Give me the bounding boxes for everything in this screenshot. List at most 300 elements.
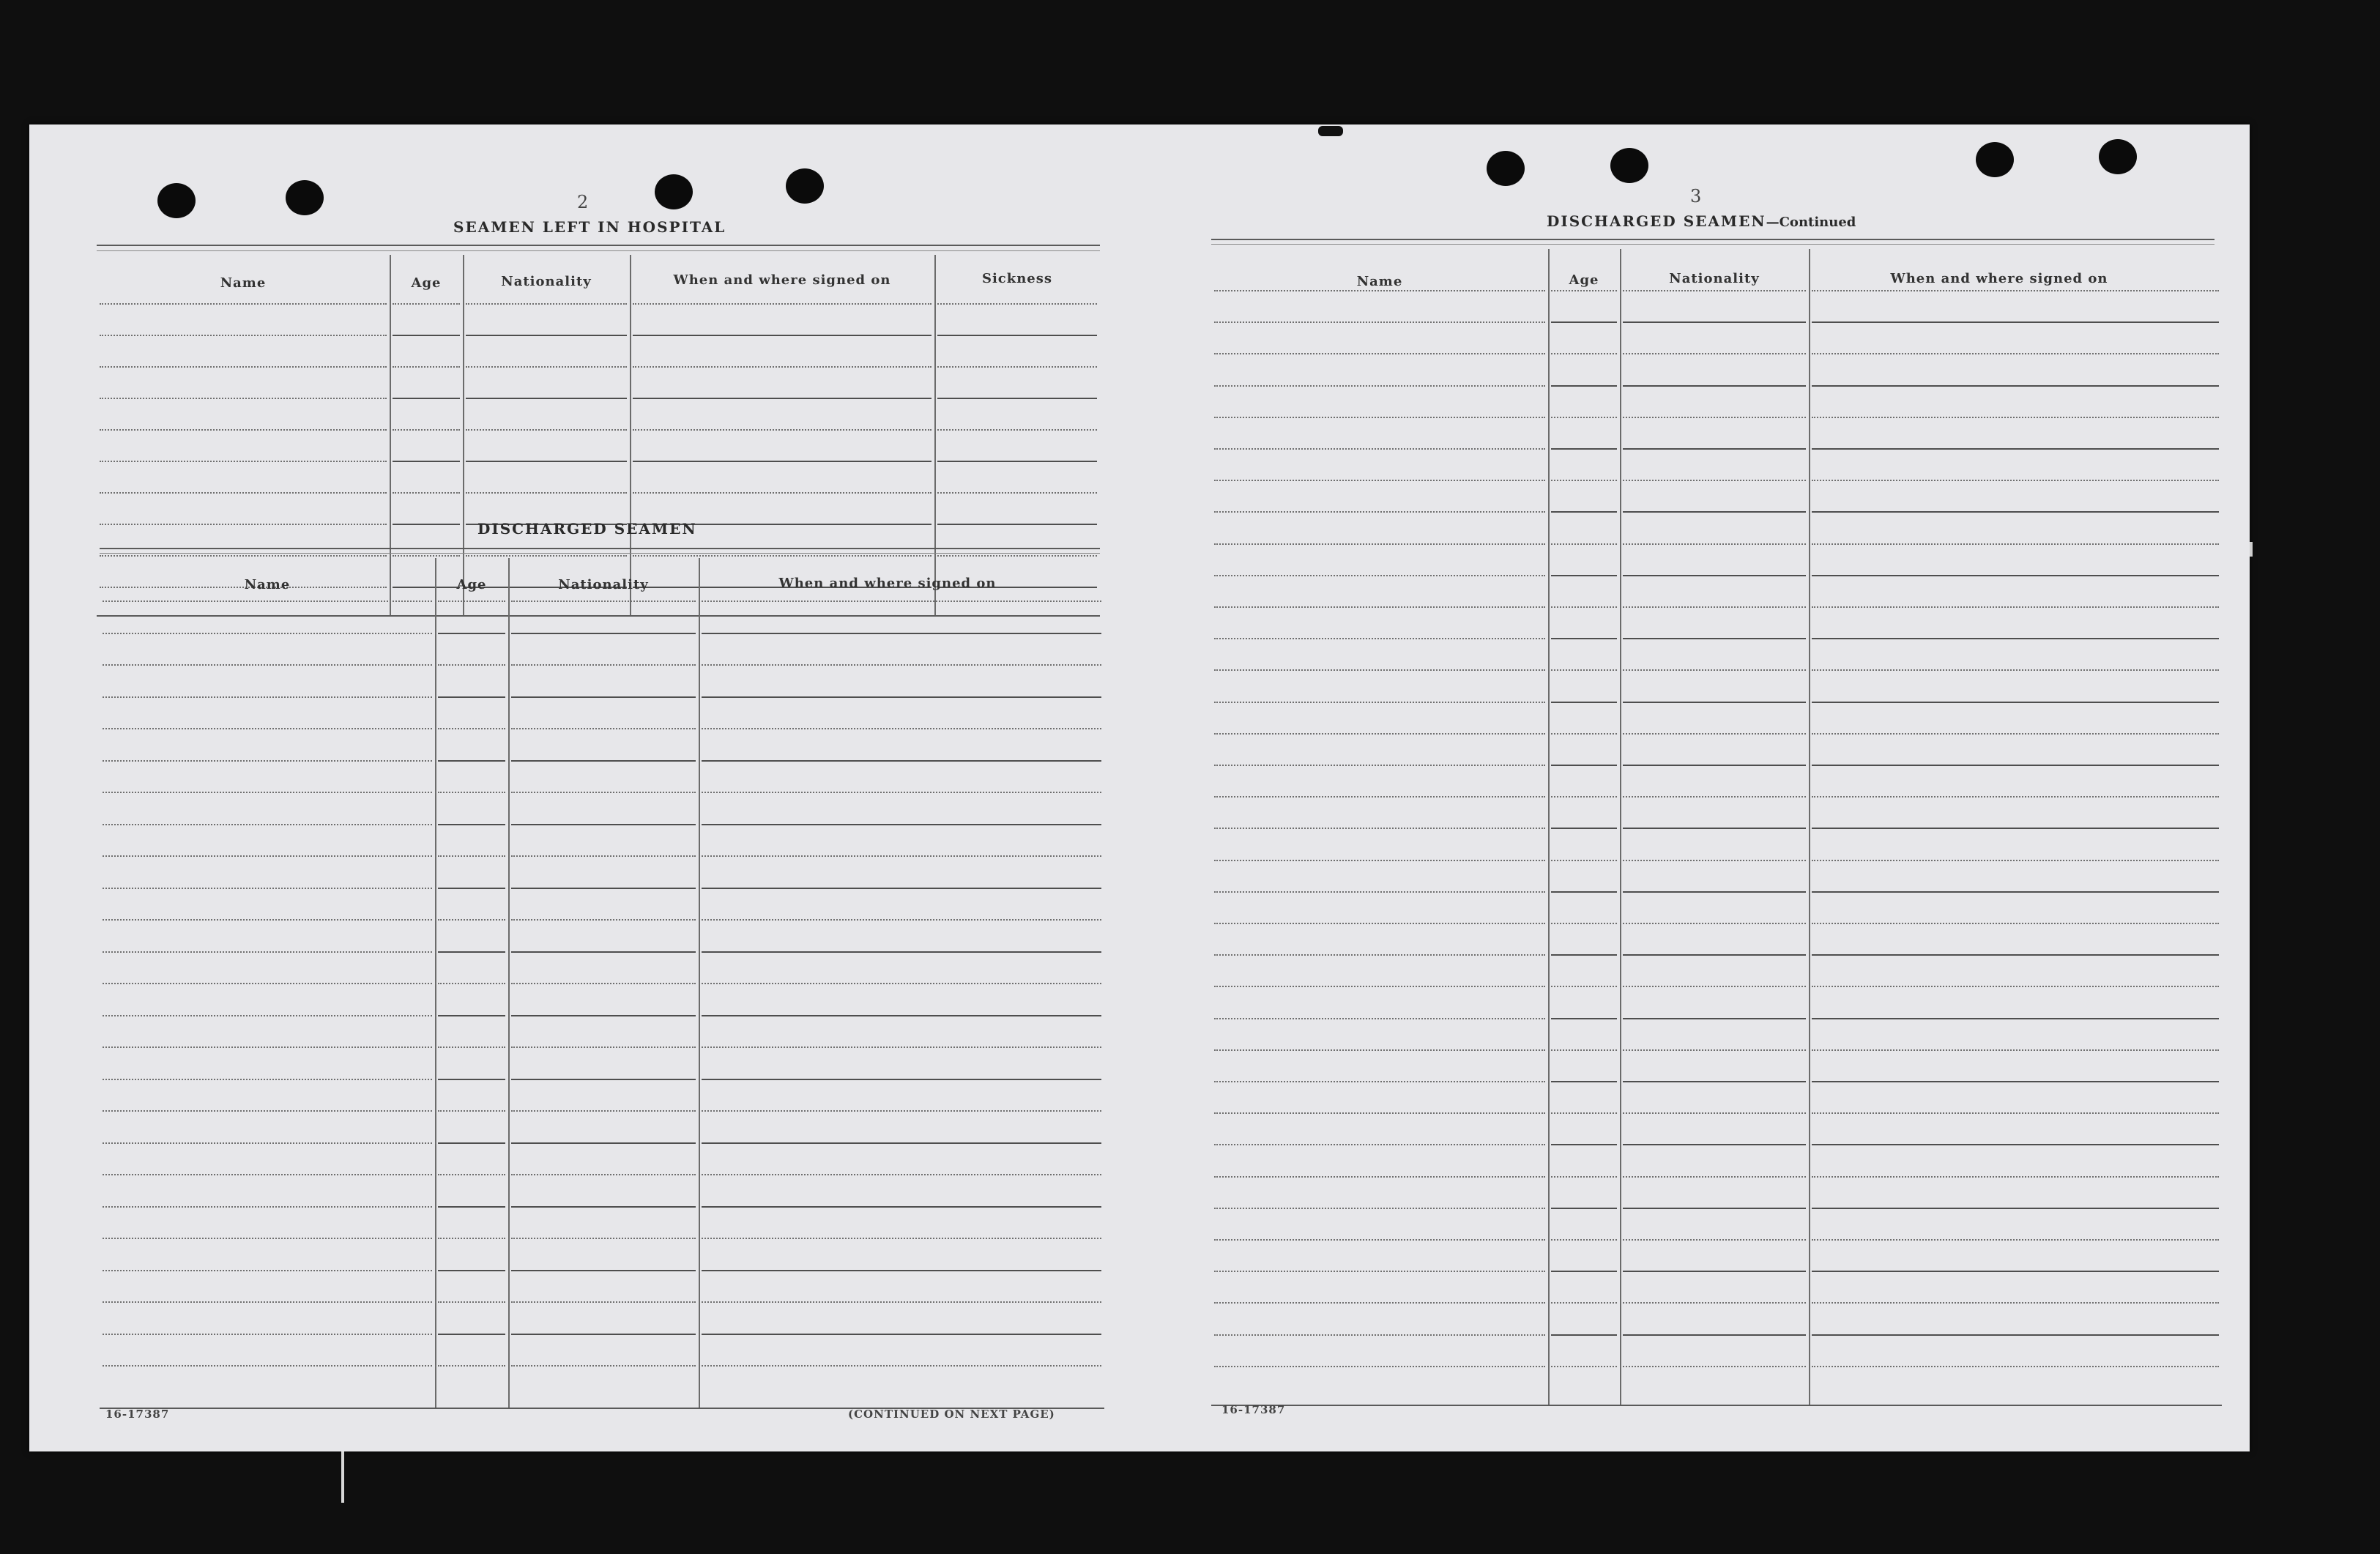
entry-line[interactable] xyxy=(702,1046,1101,1048)
entry-line[interactable] xyxy=(1214,765,1545,766)
entry-line[interactable] xyxy=(1551,828,1617,829)
entry-line[interactable] xyxy=(438,633,505,634)
entry-line[interactable] xyxy=(1551,1271,1617,1272)
entry-line[interactable] xyxy=(633,492,931,494)
entry-line[interactable] xyxy=(1812,891,2219,893)
entry-line[interactable] xyxy=(1214,923,1545,924)
section-title: SEAMEN LEFT IN HOSPITAL xyxy=(453,218,726,236)
entry-line[interactable] xyxy=(438,919,505,921)
entry-line[interactable] xyxy=(633,429,931,431)
entry-line[interactable] xyxy=(1551,1112,1617,1114)
entry-line[interactable] xyxy=(1214,1366,1545,1367)
entry-line[interactable] xyxy=(393,555,460,557)
entry-line[interactable] xyxy=(393,429,460,431)
entry-line[interactable] xyxy=(103,1206,432,1208)
entry-line[interactable] xyxy=(466,555,627,557)
entry-line[interactable] xyxy=(1214,321,1545,323)
entry-line[interactable] xyxy=(1551,702,1617,703)
entry-line[interactable] xyxy=(438,1015,505,1016)
entry-line[interactable] xyxy=(1214,385,1545,387)
entry-line[interactable] xyxy=(702,1238,1101,1239)
entry-line[interactable] xyxy=(1623,417,1806,418)
entry-line[interactable] xyxy=(393,303,460,305)
entry-line[interactable] xyxy=(438,792,505,793)
entry-line[interactable] xyxy=(393,524,460,525)
entry-line[interactable] xyxy=(1551,954,1617,956)
entry-line[interactable] xyxy=(633,461,931,462)
entry-line[interactable] xyxy=(1812,702,2219,703)
entry-line[interactable] xyxy=(1551,448,1617,450)
column-header: Nationality xyxy=(558,577,649,592)
entry-line[interactable] xyxy=(1214,1081,1545,1082)
entry-line[interactable] xyxy=(393,366,460,368)
entry-line[interactable] xyxy=(1812,448,2219,450)
entry-line[interactable] xyxy=(1214,1018,1545,1019)
entry-line[interactable] xyxy=(1812,417,2219,418)
entry-line[interactable] xyxy=(103,855,432,857)
entry-line[interactable] xyxy=(103,888,432,889)
entry-line[interactable] xyxy=(511,792,696,793)
entry-line[interactable] xyxy=(1623,480,1806,481)
entry-line[interactable] xyxy=(1812,1208,2219,1209)
entry-line[interactable] xyxy=(100,335,387,336)
entry-line[interactable] xyxy=(103,1110,432,1112)
entry-line[interactable] xyxy=(1551,385,1617,387)
entry-line[interactable] xyxy=(702,888,1101,889)
entry-line[interactable] xyxy=(100,366,387,368)
entry-line[interactable] xyxy=(1551,543,1617,545)
entry-line[interactable] xyxy=(1551,575,1617,576)
entry-line[interactable] xyxy=(1623,1334,1806,1336)
entry-line[interactable] xyxy=(1623,765,1806,766)
entry-line[interactable] xyxy=(1812,923,2219,924)
entry-line[interactable] xyxy=(1214,1112,1545,1114)
entry-line[interactable] xyxy=(1623,1018,1806,1019)
entry-line[interactable] xyxy=(466,303,627,305)
entry-line[interactable] xyxy=(511,1334,696,1335)
entry-line[interactable] xyxy=(438,1142,505,1144)
entry-line[interactable] xyxy=(100,303,387,305)
entry-line[interactable] xyxy=(438,1046,505,1048)
entry-line[interactable] xyxy=(1812,1081,2219,1082)
entry-line[interactable] xyxy=(937,303,1097,305)
entry-line[interactable] xyxy=(438,1270,505,1271)
entry-line[interactable] xyxy=(1551,353,1617,354)
entry-line[interactable] xyxy=(1623,1208,1806,1209)
entry-line[interactable] xyxy=(702,1334,1101,1335)
entry-line[interactable] xyxy=(466,461,627,462)
entry-line[interactable] xyxy=(511,1365,696,1367)
entry-line[interactable] xyxy=(1551,511,1617,513)
entry-line[interactable] xyxy=(1551,1366,1617,1367)
entry-line[interactable] xyxy=(1812,765,2219,766)
entry-line[interactable] xyxy=(103,760,432,762)
entry-line[interactable] xyxy=(1623,669,1806,671)
entry-line[interactable] xyxy=(1812,828,2219,829)
entry-line[interactable] xyxy=(1551,860,1617,861)
entry-line[interactable] xyxy=(937,335,1097,336)
entry-line[interactable] xyxy=(100,555,387,557)
entry-line[interactable] xyxy=(1623,1081,1806,1082)
entry-line[interactable] xyxy=(103,1301,432,1303)
entry-line[interactable] xyxy=(1812,733,2219,735)
entry-line[interactable] xyxy=(466,366,627,368)
punch-hole xyxy=(655,174,693,209)
entry-line[interactable] xyxy=(103,633,432,634)
entry-line[interactable] xyxy=(438,696,505,698)
entry-line[interactable] xyxy=(1214,1176,1545,1178)
entry-line[interactable] xyxy=(511,855,696,857)
section-title-suffix: —Continued xyxy=(1766,215,1856,230)
entry-line[interactable] xyxy=(1214,828,1545,829)
entry-line[interactable] xyxy=(1214,702,1545,703)
entry-line[interactable] xyxy=(633,398,931,399)
entry-line[interactable] xyxy=(1623,923,1806,924)
entry-line[interactable] xyxy=(1214,575,1545,576)
entry-line[interactable] xyxy=(1551,638,1617,639)
entry-line[interactable] xyxy=(393,492,460,494)
entry-line[interactable] xyxy=(1551,417,1617,418)
entry-line[interactable] xyxy=(438,1301,505,1303)
entry-line[interactable] xyxy=(1812,1366,2219,1367)
entry-line[interactable] xyxy=(1812,480,2219,481)
entry-line[interactable] xyxy=(1623,448,1806,450)
entry-line[interactable] xyxy=(1551,480,1617,481)
entry-line[interactable] xyxy=(103,1174,432,1175)
entry-line[interactable] xyxy=(1551,669,1617,671)
entry-line[interactable] xyxy=(1214,543,1545,545)
entry-line[interactable] xyxy=(1623,321,1806,323)
entry-line[interactable] xyxy=(1214,1302,1545,1304)
entry-line[interactable] xyxy=(393,398,460,399)
entry-line[interactable] xyxy=(633,555,931,557)
entry-line[interactable] xyxy=(1623,702,1806,703)
entry-line[interactable] xyxy=(1551,796,1617,798)
column-header: Age xyxy=(1569,272,1599,288)
entry-line[interactable] xyxy=(103,601,432,602)
entry-line[interactable] xyxy=(937,366,1097,368)
entry-line[interactable] xyxy=(511,696,696,698)
entry-line[interactable] xyxy=(1214,669,1545,671)
entry-line[interactable] xyxy=(1214,1049,1545,1051)
punch-hole xyxy=(286,180,324,215)
entry-line[interactable] xyxy=(1812,543,2219,545)
entry-line[interactable] xyxy=(702,633,1101,634)
entry-line[interactable] xyxy=(511,760,696,762)
entry-line[interactable] xyxy=(438,983,505,984)
entry-line[interactable] xyxy=(1623,385,1806,387)
entry-line[interactable] xyxy=(511,824,696,825)
entry-line[interactable] xyxy=(438,1174,505,1175)
entry-line[interactable] xyxy=(511,664,696,666)
entry-line[interactable] xyxy=(1623,796,1806,798)
entry-line[interactable] xyxy=(1812,1144,2219,1145)
entry-line[interactable] xyxy=(393,461,460,462)
entry-line[interactable] xyxy=(1214,954,1545,956)
entry-line[interactable] xyxy=(511,951,696,953)
entry-line[interactable] xyxy=(702,601,1101,602)
entry-line[interactable] xyxy=(1812,1049,2219,1051)
entry-line[interactable] xyxy=(1551,1208,1617,1209)
entry-line[interactable] xyxy=(100,461,387,462)
entry-line[interactable] xyxy=(1623,891,1806,893)
entry-line[interactable] xyxy=(103,792,432,793)
entry-line[interactable] xyxy=(1623,638,1806,639)
entry-line[interactable] xyxy=(1214,1208,1545,1209)
entry-line[interactable] xyxy=(702,728,1101,729)
entry-line[interactable] xyxy=(1214,1334,1545,1336)
entry-line[interactable] xyxy=(1551,891,1617,893)
entry-line[interactable] xyxy=(1812,796,2219,798)
entry-line[interactable] xyxy=(702,1110,1101,1112)
entry-line[interactable] xyxy=(1623,1271,1806,1272)
entry-line[interactable] xyxy=(438,664,505,666)
entry-line[interactable] xyxy=(1812,1334,2219,1336)
entry-line[interactable] xyxy=(702,1301,1101,1303)
entry-line[interactable] xyxy=(1812,1176,2219,1178)
entry-line[interactable] xyxy=(511,1046,696,1048)
entry-line[interactable] xyxy=(1812,575,2219,576)
entry-line[interactable] xyxy=(1551,1334,1617,1336)
entry-line[interactable] xyxy=(100,398,387,399)
entry-line[interactable] xyxy=(1551,765,1617,766)
entry-line[interactable] xyxy=(1214,1271,1545,1272)
entry-line[interactable] xyxy=(1812,1018,2219,1019)
entry-line[interactable] xyxy=(393,335,460,336)
entry-line[interactable] xyxy=(937,555,1097,557)
entry-line[interactable] xyxy=(438,1110,505,1112)
entry-line[interactable] xyxy=(1551,1144,1617,1145)
entry-line[interactable] xyxy=(1214,606,1545,608)
entry-line[interactable] xyxy=(1812,954,2219,956)
entry-line[interactable] xyxy=(702,792,1101,793)
entry-line[interactable] xyxy=(1551,290,1617,291)
entry-line[interactable] xyxy=(103,728,432,729)
entry-line[interactable] xyxy=(438,855,505,857)
entry-line[interactable] xyxy=(1812,385,2219,387)
entry-line[interactable] xyxy=(466,335,627,336)
entry-line[interactable] xyxy=(1214,448,1545,450)
entry-line[interactable] xyxy=(103,1365,432,1367)
entry-line[interactable] xyxy=(937,524,1097,525)
entry-line[interactable] xyxy=(1812,638,2219,639)
column-header: When and where signed on xyxy=(778,576,997,591)
entry-line[interactable] xyxy=(1214,511,1545,513)
entry-line[interactable] xyxy=(702,1079,1101,1080)
entry-line[interactable] xyxy=(438,1206,505,1208)
entry-line[interactable] xyxy=(466,492,627,494)
entry-line[interactable] xyxy=(1623,1302,1806,1304)
entry-line[interactable] xyxy=(1551,606,1617,608)
entry-line[interactable] xyxy=(1812,986,2219,987)
entry-line[interactable] xyxy=(633,335,931,336)
entry-line[interactable] xyxy=(1551,1049,1617,1051)
scan-mark xyxy=(1318,126,1343,136)
entry-line[interactable] xyxy=(103,1046,432,1048)
entry-line[interactable] xyxy=(633,303,931,305)
entry-line[interactable] xyxy=(511,983,696,984)
entry-line[interactable] xyxy=(1623,1144,1806,1145)
entry-line[interactable] xyxy=(1623,290,1806,291)
entry-line[interactable] xyxy=(1551,1176,1617,1178)
column-header: Sickness xyxy=(981,271,1053,286)
entry-line[interactable] xyxy=(1214,417,1545,418)
entry-line[interactable] xyxy=(103,696,432,698)
entry-line[interactable] xyxy=(511,1206,696,1208)
entry-line[interactable] xyxy=(702,855,1101,857)
entry-line[interactable] xyxy=(1551,1239,1617,1241)
entry-line[interactable] xyxy=(702,1365,1101,1367)
entry-line[interactable] xyxy=(1812,511,2219,513)
entry-line[interactable] xyxy=(438,1079,505,1080)
entry-line[interactable] xyxy=(438,1365,505,1367)
entry-line[interactable] xyxy=(1214,1144,1545,1145)
entry-line[interactable] xyxy=(1623,954,1806,956)
entry-line[interactable] xyxy=(103,1142,432,1144)
entry-line[interactable] xyxy=(100,429,387,431)
entry-line[interactable] xyxy=(1812,669,2219,671)
entry-line[interactable] xyxy=(511,1110,696,1112)
entry-line[interactable] xyxy=(1623,1112,1806,1114)
entry-line[interactable] xyxy=(511,888,696,889)
entry-line[interactable] xyxy=(511,1174,696,1175)
entry-line[interactable] xyxy=(511,633,696,634)
entry-line[interactable] xyxy=(1623,575,1806,576)
entry-line[interactable] xyxy=(511,1079,696,1080)
entry-line[interactable] xyxy=(1551,1081,1617,1082)
entry-line[interactable] xyxy=(1551,733,1617,735)
entry-line[interactable] xyxy=(103,951,432,953)
column-separator xyxy=(435,558,436,1409)
entry-line[interactable] xyxy=(1623,986,1806,987)
entry-line[interactable] xyxy=(438,824,505,825)
entry-line[interactable] xyxy=(103,1238,432,1239)
entry-line[interactable] xyxy=(937,398,1097,399)
entry-line[interactable] xyxy=(511,919,696,921)
column-separator xyxy=(699,558,700,1409)
entry-line[interactable] xyxy=(1214,891,1545,893)
entry-line[interactable] xyxy=(438,888,505,889)
entry-line[interactable] xyxy=(438,951,505,953)
entry-line[interactable] xyxy=(1214,860,1545,861)
entry-line[interactable] xyxy=(1214,353,1545,354)
entry-line[interactable] xyxy=(702,1142,1101,1144)
entry-line[interactable] xyxy=(1214,986,1545,987)
entry-line[interactable] xyxy=(1812,1302,2219,1304)
entry-line[interactable] xyxy=(103,1334,432,1335)
entry-line[interactable] xyxy=(702,824,1101,825)
entry-line[interactable] xyxy=(702,1174,1101,1175)
entry-line[interactable] xyxy=(702,1270,1101,1271)
entry-line[interactable] xyxy=(1623,543,1806,545)
entry-line[interactable] xyxy=(1623,828,1806,829)
entry-line[interactable] xyxy=(466,429,627,431)
entry-line[interactable] xyxy=(1214,290,1545,291)
entry-line[interactable] xyxy=(100,492,387,494)
entry-line[interactable] xyxy=(1214,1239,1545,1241)
entry-line[interactable] xyxy=(1623,1176,1806,1178)
entry-line[interactable] xyxy=(702,1206,1101,1208)
entry-line[interactable] xyxy=(438,1334,505,1335)
entry-line[interactable] xyxy=(702,760,1101,762)
entry-line[interactable] xyxy=(937,492,1097,494)
entry-line[interactable] xyxy=(1812,1239,2219,1241)
entry-line[interactable] xyxy=(1214,733,1545,735)
entry-line[interactable] xyxy=(1623,1049,1806,1051)
punch-hole xyxy=(1487,151,1525,186)
entry-line[interactable] xyxy=(1551,923,1617,924)
entry-line[interactable] xyxy=(511,1015,696,1016)
entry-line[interactable] xyxy=(438,760,505,762)
entry-line[interactable] xyxy=(702,664,1101,666)
entry-line[interactable] xyxy=(511,1238,696,1239)
entry-line[interactable] xyxy=(100,524,387,525)
entry-line[interactable] xyxy=(511,1142,696,1144)
entry-line[interactable] xyxy=(1623,860,1806,861)
entry-line[interactable] xyxy=(1551,1302,1617,1304)
entry-line[interactable] xyxy=(1623,353,1806,354)
entry-line[interactable] xyxy=(511,1270,696,1271)
entry-line[interactable] xyxy=(1551,321,1617,323)
entry-line[interactable] xyxy=(103,824,432,825)
entry-line[interactable] xyxy=(103,919,432,921)
entry-line[interactable] xyxy=(1551,986,1617,987)
entry-line[interactable] xyxy=(702,696,1101,698)
entry-line[interactable] xyxy=(1214,480,1545,481)
entry-line[interactable] xyxy=(511,728,696,729)
entry-line[interactable] xyxy=(1214,638,1545,639)
entry-line[interactable] xyxy=(103,1079,432,1080)
entry-line[interactable] xyxy=(702,1015,1101,1016)
page-number: 2 xyxy=(577,192,589,212)
entry-line[interactable] xyxy=(1812,353,2219,354)
entry-line[interactable] xyxy=(1623,1239,1806,1241)
entry-line[interactable] xyxy=(1812,1112,2219,1114)
entry-line[interactable] xyxy=(511,1301,696,1303)
entry-line[interactable] xyxy=(1623,733,1806,735)
entry-line[interactable] xyxy=(1214,796,1545,798)
entry-line[interactable] xyxy=(103,983,432,984)
entry-line[interactable] xyxy=(103,1270,432,1271)
entry-line[interactable] xyxy=(466,398,627,399)
entry-line[interactable] xyxy=(438,728,505,729)
column-header: When and where signed on xyxy=(1890,271,2108,286)
entry-line[interactable] xyxy=(702,951,1101,953)
entry-line[interactable] xyxy=(103,664,432,666)
entry-line[interactable] xyxy=(438,1238,505,1239)
entry-line[interactable] xyxy=(937,429,1097,431)
entry-line[interactable] xyxy=(633,366,931,368)
discharged-continued-table xyxy=(1211,249,2222,1406)
entry-line[interactable] xyxy=(1551,1018,1617,1019)
entry-line[interactable] xyxy=(1623,606,1806,608)
form-sheet xyxy=(29,124,2250,1451)
entry-line[interactable] xyxy=(1812,290,2219,291)
entry-line[interactable] xyxy=(1812,1271,2219,1272)
table-bottom-rule xyxy=(1211,1405,2222,1406)
entry-line[interactable] xyxy=(1623,1366,1806,1367)
entry-line[interactable] xyxy=(1812,606,2219,608)
entry-line[interactable] xyxy=(702,983,1101,984)
entry-line[interactable] xyxy=(103,1015,432,1016)
entry-line[interactable] xyxy=(937,461,1097,462)
entry-line[interactable] xyxy=(438,601,505,602)
entry-line[interactable] xyxy=(511,601,696,602)
entry-line[interactable] xyxy=(702,919,1101,921)
entry-line[interactable] xyxy=(1812,860,2219,861)
entry-line[interactable] xyxy=(1812,321,2219,323)
entry-line[interactable] xyxy=(1623,511,1806,513)
